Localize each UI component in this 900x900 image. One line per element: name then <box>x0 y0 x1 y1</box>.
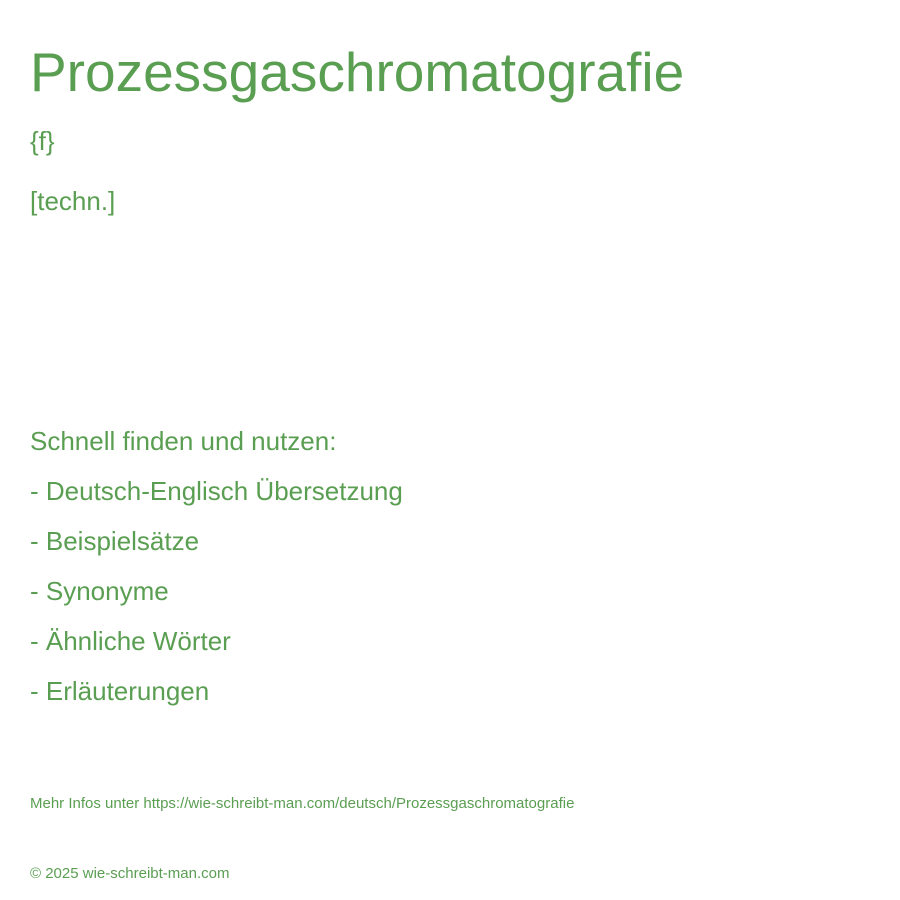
feature-list-heading: Schnell finden und nutzen: <box>30 426 337 456</box>
feature-item-explanations: - Erläuterungen <box>30 676 210 706</box>
more-info-link[interactable]: https://wie-schreibt-man.com/deutsch/Prozessgaschromatografie <box>143 795 575 812</box>
word-title: Prozessgaschromatografie <box>30 41 685 103</box>
subject-domain-label: [techn.] <box>30 186 116 216</box>
feature-item-example-sentences: - Beispielsätze <box>30 526 200 556</box>
more-info-prefix: Mehr Infos unter <box>30 795 144 812</box>
feature-item-similar-words: - Ähnliche Wörter <box>30 626 231 656</box>
feature-item-synonyms: - Synonyme <box>30 576 169 606</box>
grammatical-gender: {f} <box>30 126 55 156</box>
feature-list <box>30 426 403 726</box>
copyright-notice: © 2025 wie-schreibt-man.com <box>30 865 230 882</box>
feature-item-translation: - Deutsch-Englisch Übersetzung <box>30 476 403 506</box>
more-info-line <box>30 795 574 813</box>
